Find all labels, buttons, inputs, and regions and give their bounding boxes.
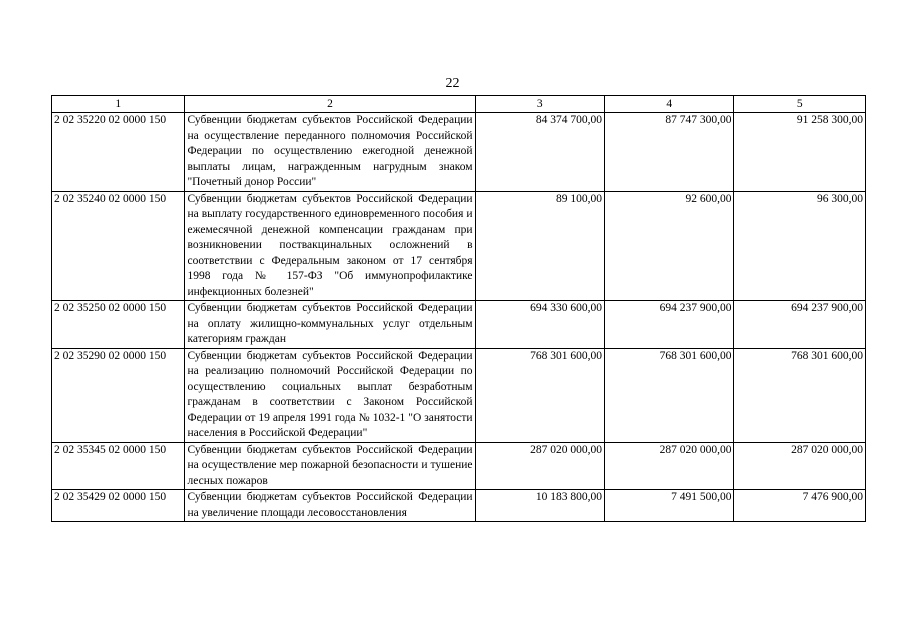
amount-col5-cell: 96 300,00 (734, 191, 866, 301)
amount-col4-cell: 287 020 000,00 (605, 442, 734, 490)
amount-col3-cell: 89 100,00 (475, 191, 604, 301)
table-row (52, 442, 866, 490)
table-row (52, 490, 866, 522)
column-header-3: 3 (475, 96, 604, 113)
amount-col3-cell: 768 301 600,00 (475, 348, 604, 442)
budget-code-cell: 2 02 35429 02 0000 150 (52, 490, 185, 522)
budget-code-cell: 2 02 35290 02 0000 150 (52, 348, 185, 442)
amount-col3-cell: 84 374 700,00 (475, 113, 604, 192)
column-header-5: 5 (734, 96, 866, 113)
budget-code-cell: 2 02 35345 02 0000 150 (52, 442, 185, 490)
column-header-4: 4 (605, 96, 734, 113)
budget-table (51, 95, 866, 522)
page-number: 22 (445, 76, 460, 91)
amount-col4-cell: 768 301 600,00 (605, 348, 734, 442)
header-row (52, 96, 866, 113)
table-row (52, 301, 866, 349)
amount-col5-cell: 91 258 300,00 (734, 113, 866, 192)
amount-col5-cell: 768 301 600,00 (734, 348, 866, 442)
amount-col3-cell: 694 330 600,00 (475, 301, 604, 349)
description-cell: Субвенции бюджетам субъектов Российской Федерации на увеличение площади лесовосстановления (185, 490, 475, 522)
table-row (52, 191, 866, 301)
description-cell: Субвенции бюджетам субъектов Российской Федерации на осуществление мер пожарной безопасности и тушение лесных пожаров (185, 442, 475, 490)
amount-col4-cell: 7 491 500,00 (605, 490, 734, 522)
amount-col3-cell: 10 183 800,00 (475, 490, 604, 522)
amount-col5-cell: 7 476 900,00 (734, 490, 866, 522)
amount-col5-cell: 287 020 000,00 (734, 442, 866, 490)
table-row (52, 113, 866, 192)
amount-col5-cell: 694 237 900,00 (734, 301, 866, 349)
table-row (52, 348, 866, 442)
description-cell: Субвенции бюджетам субъектов Российской Федерации на осуществление переданного полномочия Российской Федерации по осуществлению ежегодной денежной выплаты лицам, награжденным нагрудным знаком "Почетный донор России" (185, 113, 475, 192)
amount-col4-cell: 87 747 300,00 (605, 113, 734, 192)
budget-code-cell: 2 02 35240 02 0000 150 (52, 191, 185, 301)
budget-code-cell: 2 02 35220 02 0000 150 (52, 113, 185, 192)
description-cell: Субвенции бюджетам субъектов Российской Федерации на реализацию полномочий Российской Федерации по осуществлению социальных выплат безработным гражданам в соответствии с Законом Российской Федерации от 19 апреля 1991 года № 1032-1 "О занятости населения в Российской Федерации" (185, 348, 475, 442)
description-cell: Субвенции бюджетам субъектов Российской Федерации на оплату жилищно-коммунальных услуг отдельным категориям граждан (185, 301, 475, 349)
amount-col3-cell: 287 020 000,00 (475, 442, 604, 490)
column-header-2: 2 (185, 96, 475, 113)
description-cell: Субвенции бюджетам субъектов Российской Федерации на выплату государственного единовременного пособия и ежемесячной денежной компенсации гражданам при возникновении поствакцинальных осложнений в соответствии с Федеральным законом от 17 сентября 1998 года № 157-ФЗ "Об иммунопрофилактике инфекционных болезней" (185, 191, 475, 301)
column-header-1: 1 (52, 96, 185, 113)
amount-col4-cell: 92 600,00 (605, 191, 734, 301)
budget-code-cell: 2 02 35250 02 0000 150 (52, 301, 185, 349)
amount-col4-cell: 694 237 900,00 (605, 301, 734, 349)
